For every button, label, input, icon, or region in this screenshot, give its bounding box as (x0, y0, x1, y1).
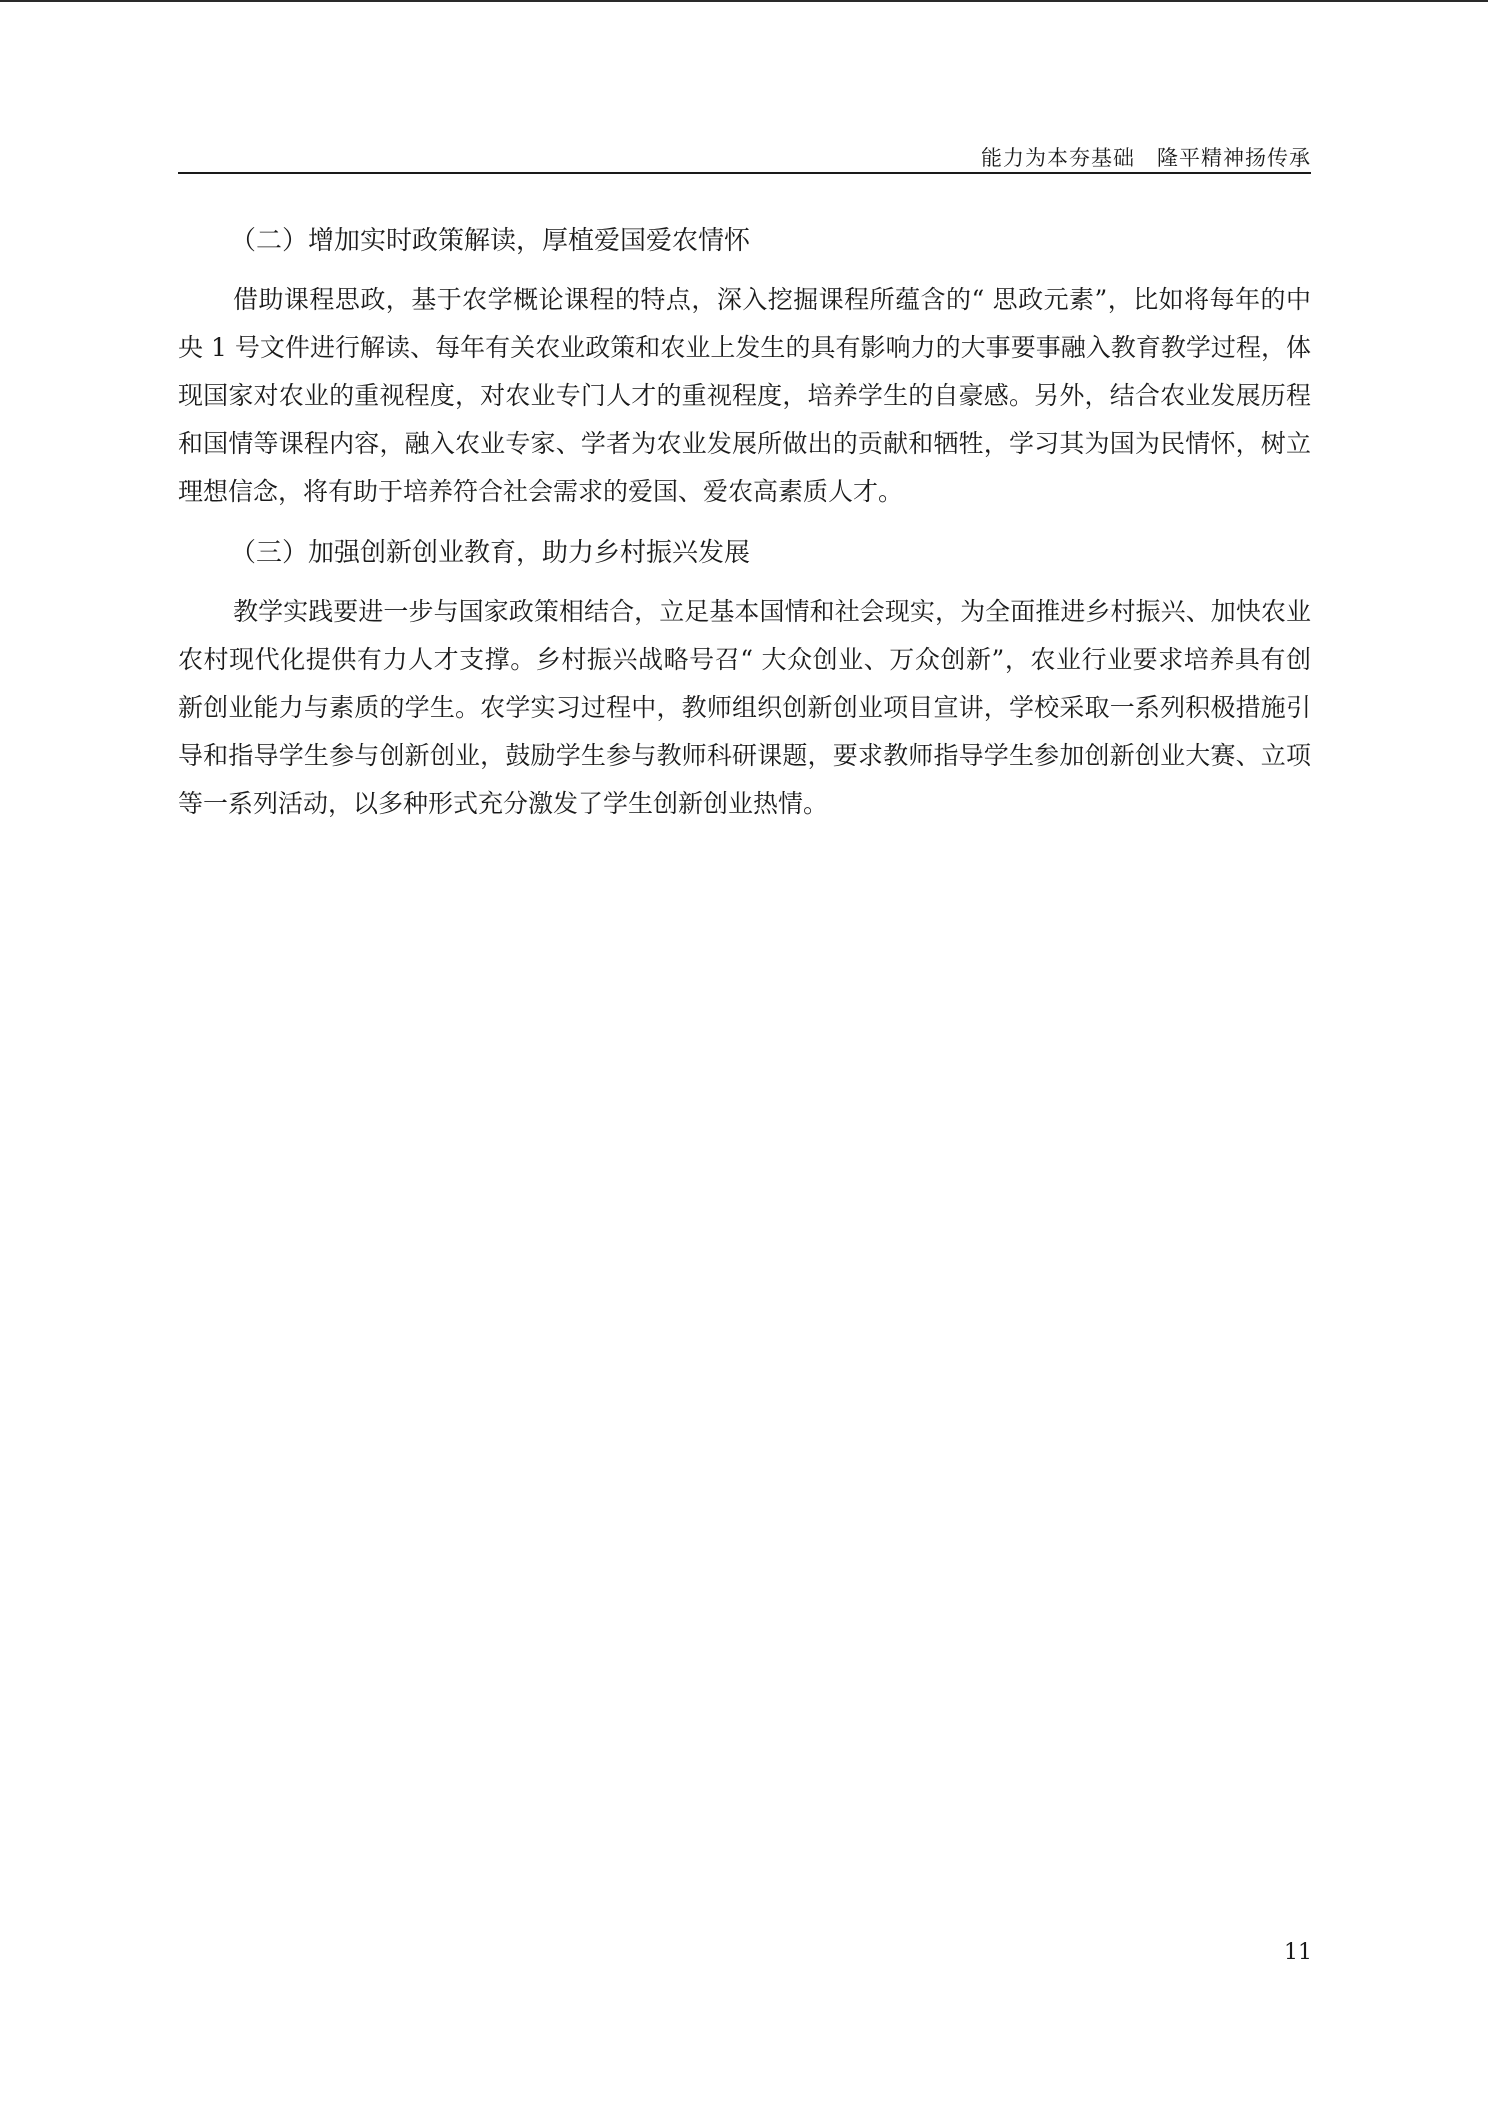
section-paragraph: 借助课程思政，基于农学概论课程的特点，深入挖掘课程所蕴含的“ 思政元素”，比如将每年的中央 1 号文件进行解读、每年有关农业政策和农业上发生的具有影响力的大事要事融入教育教学过程，体现国家对农业的重视程度，对农业专门人才的重视程度，培养学生的自豪感。另外，结合农业发展历程和国情等课程内容，融入农业专家、学者为农业发展所做出的贡献和牺牲，学习其为国为民情怀，树立理想信念，将有助于培养符合社会需求的爱国、爱农高素质人才。 (178, 285, 1311, 506)
running-title: 能力为本夯基础 隆平精神扬传承 (981, 146, 1311, 170)
section-paragraph: 教学实践要进一步与国家政策相结合，立足基本国情和社会现实，为全面推进乡村振兴、加快农业农村现代化提供有力人才支撑。乡村振兴战略号召“ 大众创业、万众创新”，农业行业要求培养具有创新创业能力与素质的学生。农学实习过程中，教师组织创新创业项目宣讲，学校采取一系列积极措施引导和指导学生参与创新创业，鼓励学生参与教师科研课题，要求教师指导学生参加创新创业大赛、立项等一系列活动，以多种形式充分激发了学生创新创业热情。 (178, 597, 1311, 818)
top-border-line (0, 0, 1488, 2)
page-body (178, 212, 1311, 836)
section-heading: （三）加强创新创业教育，助力乡村振兴发展 (230, 538, 751, 568)
page-header (178, 136, 1311, 174)
section-heading: （二）增加实时政策解读，厚植爱国爱农情怀 (230, 226, 751, 256)
header-rule (178, 172, 1311, 174)
page-number: 11 (1284, 1940, 1312, 1965)
